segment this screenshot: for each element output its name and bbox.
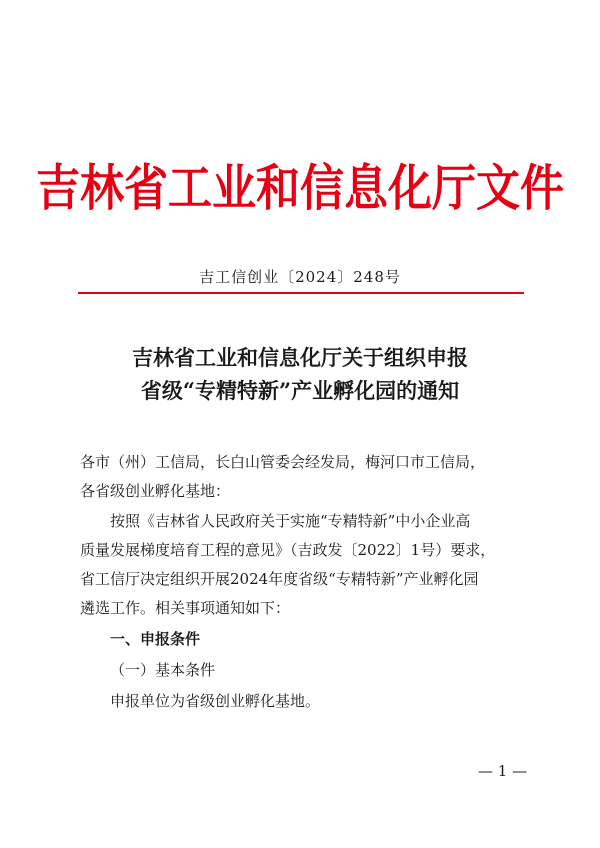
page-number: — 1 — xyxy=(478,762,528,780)
addressee-block xyxy=(80,448,526,506)
paragraph-line-3: 省工信厅决定组织开展2024年度省级“专精特新”产业孵化园 xyxy=(80,570,479,588)
title-line-1: 吉林省工业和信息化厅关于组织申报 xyxy=(132,345,468,370)
addressee-line-1: 各市（州）工信局，长白山管委会经发局，梅河口市工信局， xyxy=(80,453,486,471)
paragraph-line-1-text: 按照《吉林省人民政府关于实施“专精特新”中小企业高 xyxy=(110,512,471,530)
subsection-heading-1: （一）基本条件 xyxy=(110,661,216,679)
body-paragraph-1 xyxy=(80,507,526,623)
section-heading-1: 一、申报条件 xyxy=(110,630,201,648)
addressee-line-2: 各省级创业孵化基地： xyxy=(80,482,231,500)
document-title xyxy=(0,341,600,407)
title-line-2: 省级“专精特新”产业孵化园的通知 xyxy=(140,378,460,403)
body-line-requirement: 申报单位为省级创业孵化基地。 xyxy=(110,692,321,710)
paragraph-line-1 xyxy=(80,507,526,536)
document-number: 吉工信创业〔2024〕248号 xyxy=(199,268,401,286)
red-divider-line xyxy=(78,292,524,294)
paragraph-line-4: 遴选工作。相关事项通知如下： xyxy=(80,599,291,617)
issuer-header: 吉林省工业和信息化厅文件 xyxy=(36,160,564,218)
paragraph-line-2: 质量发展梯度培育工程的意见》（吉政发〔2022〕1号）要求， xyxy=(80,541,496,559)
